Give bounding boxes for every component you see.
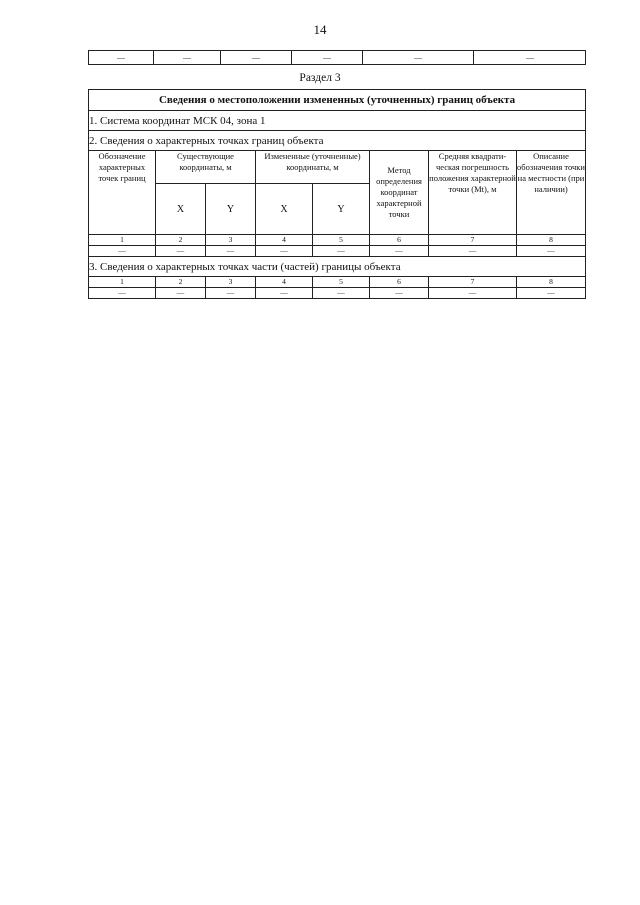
- section-title: Раздел 3: [299, 72, 341, 84]
- column-number: 1: [89, 235, 156, 246]
- header-changed-x: X: [256, 184, 313, 235]
- table-cell: —: [370, 288, 429, 299]
- strip-cell: —: [154, 51, 221, 64]
- boundary-table: [88, 89, 586, 299]
- table-cell: —: [370, 246, 429, 257]
- header-changed: Измененные (уточненные) координаты, м: [256, 151, 370, 184]
- table-cell: —: [429, 288, 517, 299]
- header-existing-y: Y: [206, 184, 256, 235]
- strip-cell: —: [363, 51, 474, 64]
- table-cell: —: [206, 246, 256, 257]
- column-number: 4: [256, 235, 313, 246]
- previous-table-end: [88, 50, 586, 65]
- column-number: 7: [429, 235, 517, 246]
- header-designation: Обозначение характерных точек границ: [89, 151, 156, 235]
- points-heading-row: 2. Сведения о характерных точках границ объекта: [89, 131, 586, 151]
- table-cell: —: [256, 246, 313, 257]
- column-number: 3: [206, 277, 256, 288]
- parts-heading-row: 3. Сведения о характерных точках части (частей) границы объекта: [89, 257, 586, 277]
- column-number: 1: [89, 277, 156, 288]
- table-cell: —: [156, 288, 206, 299]
- table-cell: —: [517, 246, 586, 257]
- column-number: 3: [206, 235, 256, 246]
- strip-cell: —: [526, 53, 534, 62]
- column-number: 2: [156, 277, 206, 288]
- column-number: 5: [313, 235, 370, 246]
- table-cell: —: [517, 288, 586, 299]
- table-cell: —: [89, 246, 156, 257]
- strip-cell: —: [89, 51, 154, 64]
- header-description: Описание обозначения точки на местности (при наличии): [517, 151, 586, 235]
- header-existing: Существующие координаты, м: [156, 151, 256, 184]
- table-cell: —: [256, 288, 313, 299]
- header-existing-x: X: [156, 184, 206, 235]
- column-number: 7: [429, 277, 517, 288]
- table-cell: —: [429, 246, 517, 257]
- column-number: 8: [517, 235, 586, 246]
- column-number: 8: [517, 277, 586, 288]
- header-changed-y: Y: [313, 184, 370, 235]
- column-number: 6: [370, 235, 429, 246]
- header-method: Метод определения координат характерной точки: [370, 151, 429, 235]
- strip-cell: —: [292, 51, 363, 64]
- table-cell: —: [156, 246, 206, 257]
- table-cell: —: [89, 288, 156, 299]
- strip-cell: —: [221, 51, 292, 64]
- table-cell: —: [206, 288, 256, 299]
- table-cell: —: [313, 246, 370, 257]
- column-number: 4: [256, 277, 313, 288]
- column-number: 5: [313, 277, 370, 288]
- page-number: 14: [313, 22, 327, 37]
- header-error: Средняя квадрати-ческая погрешность положения характерной точки (Mt), м: [429, 151, 517, 235]
- table-heading: Сведения о местоположении измененных (уточненных) границ объекта: [89, 90, 586, 111]
- column-number: 6: [370, 277, 429, 288]
- coord-system-row: 1. Система координат МСК 04, зона 1: [89, 111, 586, 131]
- column-number: 2: [156, 235, 206, 246]
- table-cell: —: [313, 288, 370, 299]
